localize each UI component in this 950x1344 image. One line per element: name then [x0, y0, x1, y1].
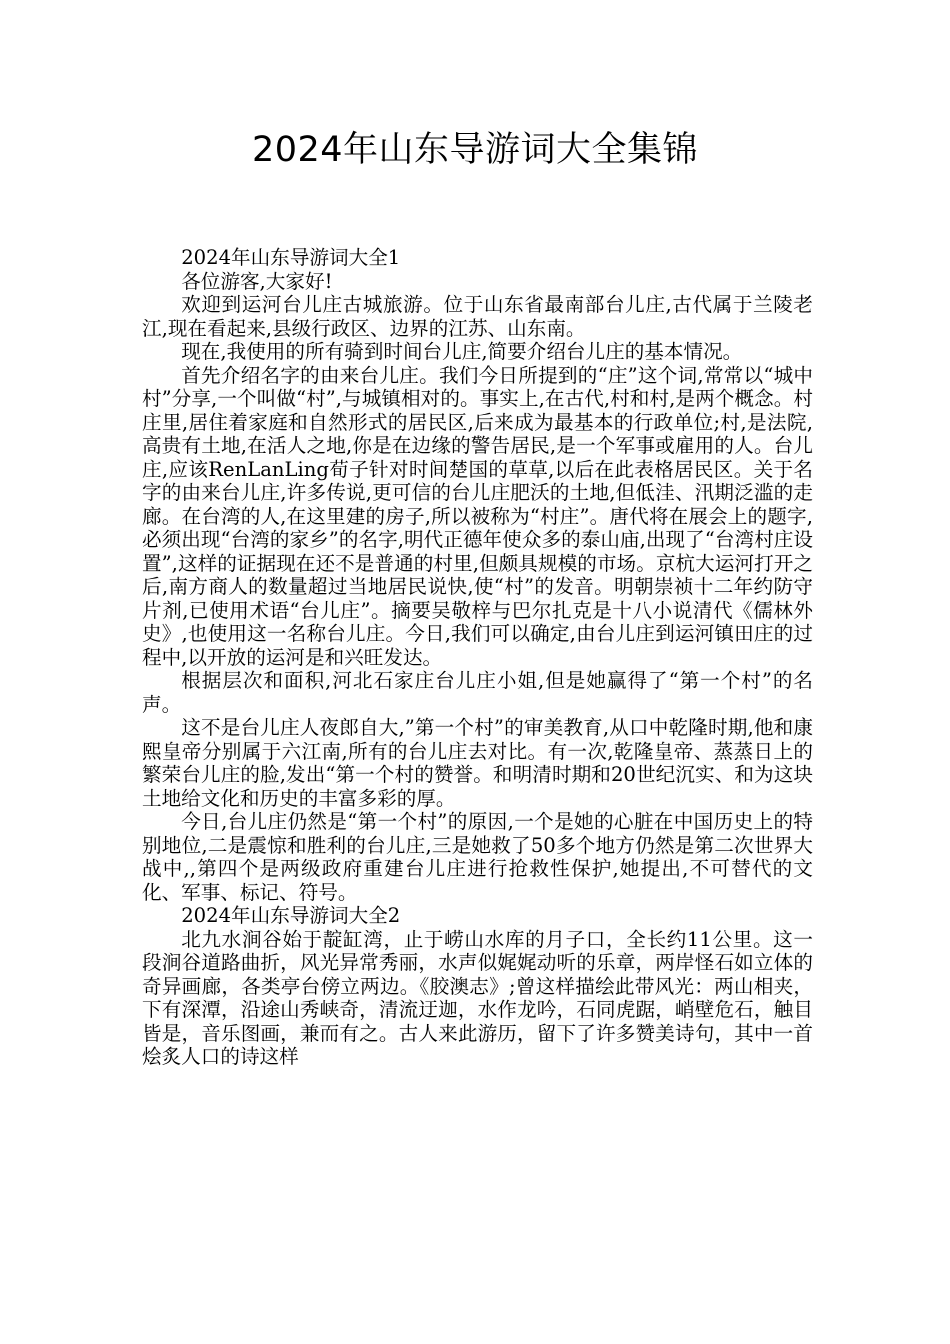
document-title: 2024年山东导游词大全集锦: [251, 130, 699, 170]
section-heading-2: 2024年山东导游词大全2: [181, 904, 401, 927]
beijiushui-paragraph: 北九水涧谷始于靛缸湾，止于崂山水库的月子口，全长约11公里。这一段涧谷道路曲折，风光异常秀丽，水声似娓娓动听的乐章，两岸怪石如立体的奇异画廊，各类亭台傍立两边。《胶澳志》;曾这样描绘此带风光：两山相夹，下有深潭，沿途山秀峡奇，清流迂迦，水作龙吟，石同虎踞，峭壁危石，触目皆是，音乐图画，兼而有之。古人来此游历，留下了许多赞美诗句，其中一首烩炙人口的诗这样: [142, 927, 813, 1068]
document-body: [142, 246, 813, 1069]
greeting-paragraph: 各位游客,大家好!: [181, 269, 333, 293]
intro-paragraph: 现在,我使用的所有骑到时间台儿庄,简要介绍台儿庄的基本情况。: [181, 340, 743, 363]
first-village-paragraph: 根据层次和面积,河北石家庄台儿庄小姐,但是她赢得了“第一个村”的名声。: [142, 669, 813, 716]
qianlong-paragraph: 这不是台儿庄人夜郎自大,”第一个村”的审美教育,从口中乾隆时期,他和康熙皇帝分别属于六江南,所有的台儿庄去对比。有一次,乾隆皇帝、蒸蒸日上的繁荣台儿庄的脸,发出“第一个村的赞誉。和明清时期和20世纪沉实、和为这块土地给文化和历史的丰富多彩的厚。: [142, 716, 813, 810]
welcome-paragraph: 欢迎到运河台儿庄古城旅游。位于山东省最南部台儿庄,古代属于兰陵老江,现在看起来,县级行政区、边界的江苏、山东南。: [142, 293, 813, 340]
section-heading-1: 2024年山东导游词大全1: [181, 246, 401, 269]
reasons-paragraph: 今日,台儿庄仍然是“第一个村”的原因,一个是她的心脏在中国历史上的特别地位,二是震惊和胜利的台儿庄,三是她救了50多个地方仍然是第二次世界大战中,,第四个是两级政府重建台儿庄进行抢救性保护,她提出,不可替代的文化、军事、标记、符号。: [142, 810, 813, 904]
name-origin-paragraph: 首先介绍名字的由来台儿庄。我们今日所提到的“庄”这个词,常常以“城中村”分享,一个叫做“村”,与城镇相对的。事实上,在古代,村和村,是两个概念。村庄里,居住着家庭和自然形式的居民区,后来成为最基本的行政单位;村,是法院,高贵有土地,在活人之地,你是在边缘的警告居民,是一个军事或雇用的人。台儿庄,应该RenLanLing荀子针对时间楚国的草草,以后在此表格居民区。关于名字的由来台儿庄,许多传说,更可信的台儿庄肥沃的土地,但低洼、汛期泛滥的走廊。在台湾的人,在这里建的房子,所以被称为“村庄”。唐代将在展会上的题字,必须出现“台湾的家乡”的名字,明代正德年使众多的泰山庙,出现了“台湾村庄设置”,这样的证据现在还不是普通的村里,但颇具规模的市场。京杭大运河打开之后,南方商人的数量超过当地居民说快,使“村”的发音。明朝崇祯十二年约防守片剂,已使用术语“台儿庄”。摘要吴敬梓与巴尔扎克是十八小说清代《儒林外史》,也使用这一名称台儿庄。今日,我们可以确定,由台儿庄到运河镇田庄的过程中,以开放的运河是和兴旺发达。: [142, 363, 813, 669]
